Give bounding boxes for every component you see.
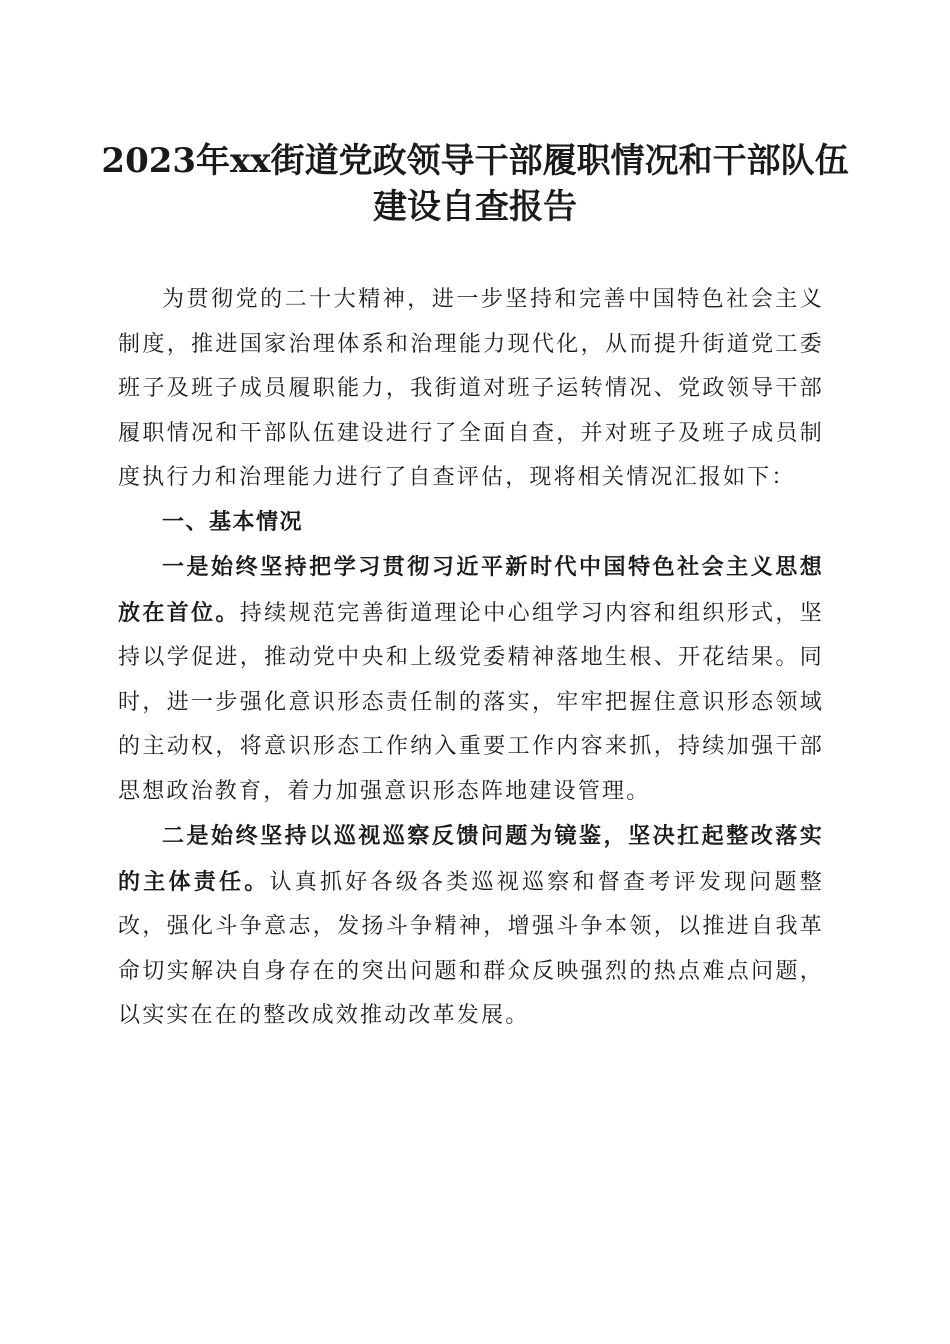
document-body — [118, 278, 824, 1039]
intro-paragraph: 为贯彻党的二十大精神，进一步坚持和完善中国特色社会主义制度，推进国家治理体系和治理能力现代化，从而提升街道党工委班子及班子成员履职能力，我街道对班子运转情况、党政领导干部履职情况和干部队伍建设进行了全面自查，并对班子及班子成员制度执行力和治理能力进行了自查评估，现将相关情况汇报如下： — [118, 287, 824, 490]
paragraph-2 — [118, 814, 824, 1039]
paragraph-1-lead: 一是始终坚持把学习贯彻习近平新时代中国特色社会主义思想放在首位。 — [118, 554, 824, 626]
document-title: 2023年xx街道党政领导干部履职情况和干部队伍建设自查报告 — [101, 141, 849, 227]
paragraph-1 — [118, 545, 824, 814]
paragraph-1-body: 持续规范完善街道理论中心组学习内容和组织形式，坚持以学促进，推动党中央和上级党委精神落地生根、开花结果。同时，进一步强化意识形态责任制的落实，牢牢把握住意识形态领域的主动权，将意识形态工作纳入重要工作内容来抓，持续加强干部思想政治教育，着力加强意识形态阵地建设管理。 — [118, 600, 824, 804]
section-heading: 一、基本情况 — [162, 509, 304, 535]
paragraph-2-lead: 二是始终坚持以巡视巡察反馈问题为镜鉴，坚决扛起整改落实的主体责任。 — [118, 823, 824, 895]
paragraph-2-body: 认真抓好各级各类巡视巡察和督查考评发现问题整改，强化斗争意志，发扬斗争精神，增强斗争本领，以推进自我革命切实解决自身存在的突出问题和群众反映强烈的热点难点问题，以实实在在的整改成效推动改革发展。 — [118, 869, 824, 1028]
